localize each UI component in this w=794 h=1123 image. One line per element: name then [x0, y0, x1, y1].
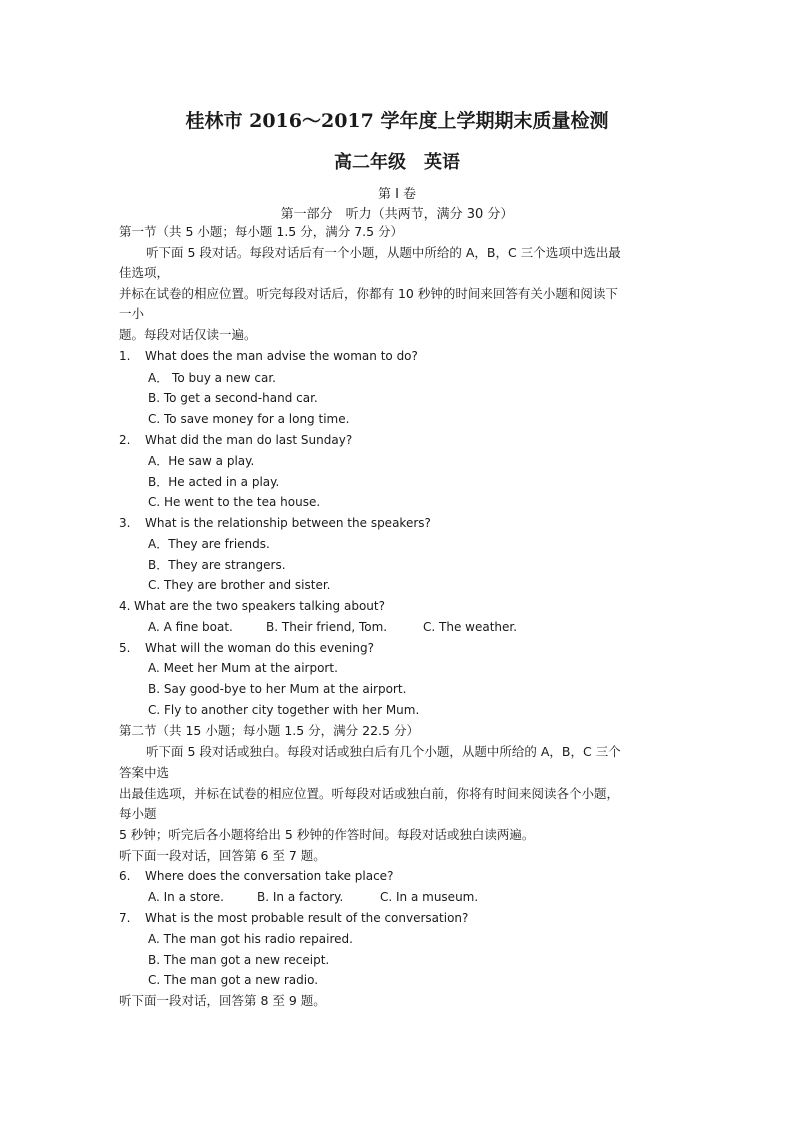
question-number: 5. [119, 641, 131, 655]
part-heading: 第一部分 听力（共两节，满分 30 分） [280, 207, 514, 222]
answer-option: A. A fine boat. [148, 620, 233, 634]
answer-option: A. The man got his radio repaired. [148, 932, 353, 946]
question-number: 1. [119, 349, 131, 363]
answer-option: B. The man got a new receipt. [148, 953, 330, 967]
question-number: 6. [119, 869, 131, 883]
question-text: What are the two speakers talking about? [134, 599, 385, 613]
answer-option: A．They are friends. [148, 537, 270, 551]
answer-option: C. To save money for a long time. [148, 412, 350, 426]
question-text: Where does the conversation take place? [145, 869, 394, 883]
section2-instruction-line: 答案中选 [119, 765, 170, 780]
section1-instruction-line: 一小 [119, 306, 145, 321]
answer-option: C. They are brother and sister. [148, 578, 331, 592]
answer-option: C. The weather. [423, 620, 518, 634]
answer-option: B．He acted in a play. [148, 475, 280, 489]
question-number: 4. [119, 599, 131, 613]
volume-label: 第 I 卷 [377, 187, 417, 202]
section1-heading: 第一节（共 5 小题；每小题 1.5 分，满分 7.5 分） [119, 224, 404, 239]
answer-option: B．They are strangers. [148, 558, 286, 572]
question-text: What will the woman do this evening? [145, 641, 374, 655]
dialogue-group-instruction: 听下面一段对话，回答第 6 至 7 题。 [119, 848, 326, 863]
answer-option: A． To buy a new car. [148, 371, 276, 385]
question-number: 7. [119, 911, 131, 925]
question-number: 2. [119, 433, 131, 447]
answer-option: C. In a museum. [380, 890, 479, 904]
answer-option: A. In a store. [148, 890, 224, 904]
question-text: What is the relationship between the speakers? [145, 516, 431, 530]
answer-option: C. He went to the tea house. [148, 495, 321, 509]
answer-option: A. Meet her Mum at the airport. [148, 661, 338, 675]
exam-subtitle: 高二年级 英语 [334, 152, 460, 173]
section1-instruction-line: 题。每段对话仅读一遍。 [119, 327, 257, 342]
answer-option: C. The man got a new radio. [148, 973, 319, 987]
section1-instruction-line: 并标在试卷的相应位置。听完每段对话后，你都有 10 秒钟的时间来回答有关小题和阅读下 [119, 286, 618, 301]
question-text: What is the most probable result of the conversation? [145, 911, 469, 925]
question-number: 3. [119, 516, 131, 530]
section2-instruction-line: 5 秒钟；听完后各小题将给出 5 秒钟的作答时间。每段对话或独白读两遍。 [119, 827, 535, 842]
question-text: What did the man do last Sunday? [145, 433, 353, 447]
section2-instruction-line: 听下面 5 段对话或独白。每段对话或独白后有几个小题，从题中所给的 A，B，C 三个 [146, 744, 621, 759]
answer-option: B. To get a second-hand car. [148, 391, 318, 405]
answer-option: B. In a factory. [257, 890, 344, 904]
section2-instruction-line: 出最佳选项，并标在试卷的相应位置。听每段对话或独白前，你将有时间来阅读各个小题， [119, 786, 620, 801]
exam-title: 桂林市 2016～2017 学年度上学期期末质量检测 [185, 110, 609, 132]
section1-instruction-line: 听下面 5 段对话。每段对话后有一个小题，从题中所给的 A，B，C 三个选项中选出最 [146, 245, 621, 260]
answer-option: B. Their friend, Tom. [266, 620, 388, 634]
answer-option: B. Say good-bye to her Mum at the airport. [148, 682, 407, 696]
dialogue-group-instruction: 听下面一段对话，回答第 8 至 9 题。 [119, 993, 326, 1008]
question-text: What does the man advise the woman to do? [145, 349, 418, 363]
section2-heading: 第二节（共 15 小题；每小题 1.5 分，满分 22.5 分） [119, 723, 419, 738]
answer-option: C. Fly to another city together with her Mum. [148, 703, 420, 717]
answer-option: A．He saw a play. [148, 454, 255, 468]
section1-instruction-line: 佳选项， [119, 265, 170, 280]
section2-instruction-line: 每小题 [119, 806, 157, 821]
